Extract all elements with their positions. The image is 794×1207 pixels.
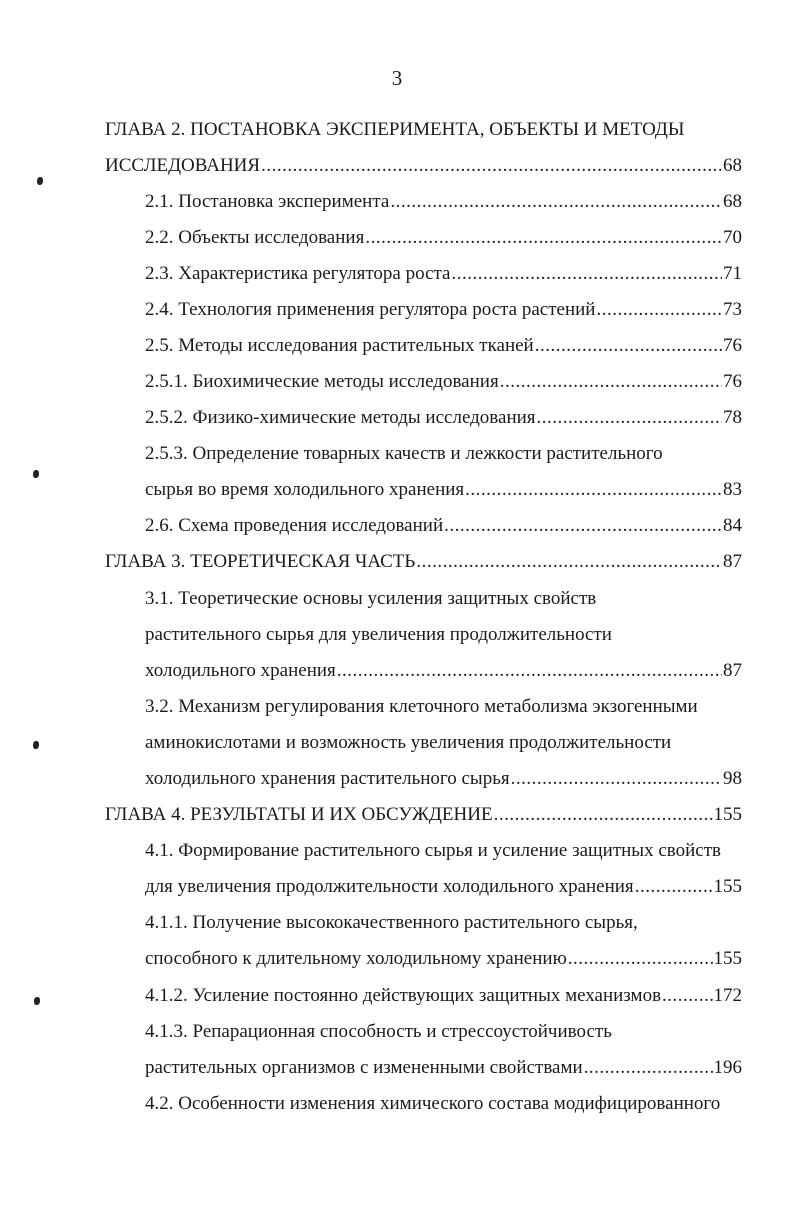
toc-entry-title: холодильного хранения растительного сырья bbox=[145, 768, 510, 789]
toc-entry bbox=[145, 334, 742, 358]
toc-entry-title: ГЛАВА 2. ПОСТАНОВКА ЭКСПЕРИМЕНТА, ОБЪЕКТЫ И МЕТОДЫ bbox=[105, 119, 685, 140]
dot-leader bbox=[568, 947, 713, 971]
toc-entry-title: способного к длительному холодильному хранению bbox=[145, 948, 567, 969]
toc-entry-title: 2.1. Постановка эксперимента bbox=[145, 191, 390, 212]
toc-entry bbox=[145, 1056, 742, 1080]
toc-entry-title: 2.2. Объекты исследования bbox=[145, 227, 365, 248]
dot-leader bbox=[584, 1056, 713, 1080]
dot-leader bbox=[537, 406, 722, 430]
toc-entry-page: 83 bbox=[723, 479, 742, 500]
dot-leader bbox=[261, 154, 722, 178]
toc-entry bbox=[145, 1020, 612, 1044]
toc-entry-title: холодильного хранения bbox=[145, 660, 336, 681]
toc-entry bbox=[145, 298, 742, 322]
dot-leader bbox=[535, 334, 722, 358]
toc-entry-title: ГЛАВА 4. РЕЗУЛЬТАТЫ И ИХ ОБСУЖДЕНИЕ bbox=[105, 804, 493, 825]
toc-entry-title: 2.6. Схема проведения исследований bbox=[145, 515, 444, 536]
toc-entry-title: 3.2. Механизм регулирования клеточного метаболизма экзогенными bbox=[145, 696, 698, 717]
scan-mark bbox=[34, 997, 40, 1005]
dot-leader bbox=[635, 875, 713, 899]
toc-entry-page: 76 bbox=[723, 371, 742, 392]
toc-entry bbox=[105, 118, 684, 142]
toc-entry bbox=[145, 875, 742, 899]
toc-entry-page: 87 bbox=[723, 551, 742, 572]
toc-entry-title: 4.1. Формирование растительного сырья и усиление защитных свойств bbox=[145, 840, 721, 861]
toc-entry-title: 2.5.1. Биохимические методы исследования bbox=[145, 371, 499, 392]
toc-entry-title: 2.5. Методы исследования растительных тканей bbox=[145, 335, 534, 356]
toc-entry-page: 84 bbox=[723, 515, 742, 536]
toc-entry-title: 4.1.1. Получение высококачественного растительного сырья, bbox=[145, 912, 638, 933]
toc-entry bbox=[105, 550, 742, 574]
toc-entry-title: ИССЛЕДОВАНИЯ bbox=[105, 155, 261, 176]
toc-entry-title: 4.1.3. Репарационная способность и стрессоустойчивость bbox=[145, 1021, 612, 1042]
dot-leader bbox=[511, 767, 722, 791]
scan-mark bbox=[33, 741, 39, 749]
toc-entry bbox=[145, 767, 742, 791]
toc-entry-title: аминокислотами и возможность увеличения продолжительности bbox=[145, 732, 672, 753]
toc-entry-title: 2.5.3. Определение товарных качеств и лежкости растительного bbox=[145, 443, 663, 464]
toc-entry bbox=[145, 947, 742, 971]
toc-entry bbox=[145, 226, 742, 250]
scan-mark bbox=[37, 177, 43, 185]
dot-leader bbox=[451, 262, 722, 286]
dot-leader bbox=[365, 226, 722, 250]
toc-entry-page: 71 bbox=[723, 263, 742, 284]
dot-leader bbox=[494, 803, 713, 827]
toc-entry-page: 73 bbox=[723, 299, 742, 320]
toc-entry-title: для увеличения продолжительности холодильного хранения bbox=[145, 876, 634, 897]
toc-entry bbox=[105, 803, 742, 827]
toc-entry bbox=[145, 587, 596, 611]
dot-leader bbox=[500, 370, 722, 394]
toc-entry-page: 155 bbox=[713, 876, 742, 897]
toc-entry bbox=[145, 262, 742, 286]
toc-entry-page: 68 bbox=[723, 155, 742, 176]
toc-entry-page: 155 bbox=[713, 804, 742, 825]
toc-entry bbox=[145, 514, 742, 538]
toc-entry-page: 87 bbox=[723, 660, 742, 681]
dot-leader bbox=[444, 514, 722, 538]
toc-entry-title: сырья во время холодильного хранения bbox=[145, 479, 465, 500]
toc-entry bbox=[145, 839, 721, 863]
dot-leader bbox=[465, 478, 722, 502]
toc-entry-page: 196 bbox=[713, 1057, 742, 1078]
dot-leader bbox=[337, 659, 722, 683]
toc-entry bbox=[145, 695, 698, 719]
toc-entry-page: 98 bbox=[723, 768, 742, 789]
toc-entry bbox=[145, 911, 638, 935]
toc-entry-title: 4.1.2. Усиление постоянно действующих защитных механизмов bbox=[145, 985, 662, 1006]
toc-entry-page: 155 bbox=[713, 948, 742, 969]
toc-entry bbox=[145, 1092, 720, 1116]
toc-entry-page: 78 bbox=[723, 407, 742, 428]
toc-entry bbox=[145, 659, 742, 683]
toc-entry-title: 4.2. Особенности изменения химического состава модифицированного bbox=[145, 1093, 721, 1114]
toc-entry-title: ГЛАВА 3. ТЕОРЕТИЧЕСКАЯ ЧАСТЬ bbox=[105, 551, 416, 572]
dot-leader bbox=[416, 550, 722, 574]
toc-entry-title: 2.3. Характеристика регулятора роста bbox=[145, 263, 451, 284]
dot-leader bbox=[662, 984, 712, 1008]
toc-entry-page: 70 bbox=[723, 227, 742, 248]
toc-entry bbox=[145, 442, 663, 466]
toc-entry-title: 2.4. Технология применения регулятора роста растений bbox=[145, 299, 596, 320]
toc-entry bbox=[145, 623, 612, 647]
toc-entry-page: 68 bbox=[723, 191, 742, 212]
toc-entry bbox=[145, 406, 742, 430]
toc-entry bbox=[145, 731, 671, 755]
toc-entry-title: 2.5.2. Физико-химические методы исследования bbox=[145, 407, 536, 428]
scan-mark bbox=[33, 470, 39, 478]
toc-entry bbox=[145, 370, 742, 394]
dot-leader bbox=[390, 190, 722, 214]
toc-entry-title: растительного сырья для увеличения продолжительности bbox=[145, 624, 612, 645]
toc-entry bbox=[145, 190, 742, 214]
toc-entry-title: растительных организмов с измененными свойствами bbox=[145, 1057, 583, 1078]
toc-entry-page: 172 bbox=[713, 985, 742, 1006]
page-number: 3 bbox=[391, 66, 403, 90]
toc-entry-title: 3.1. Теоретические основы усиления защитных свойств bbox=[145, 588, 597, 609]
toc-entry bbox=[145, 478, 742, 502]
dot-leader bbox=[596, 298, 722, 322]
toc-entry bbox=[145, 984, 742, 1008]
toc-entry bbox=[105, 154, 742, 178]
toc-entry-page: 76 bbox=[723, 335, 742, 356]
